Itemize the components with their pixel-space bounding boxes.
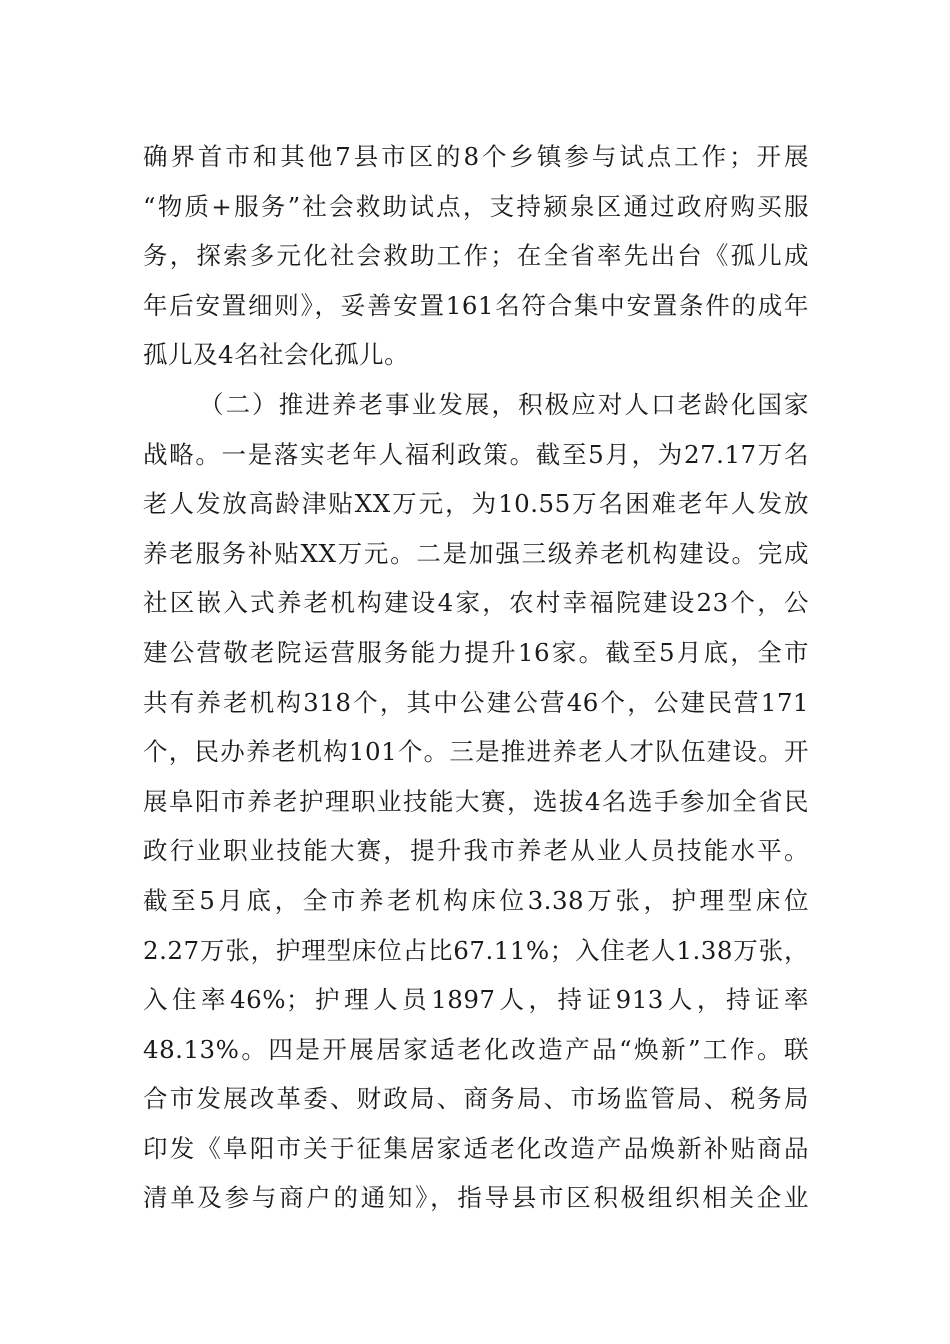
text-line: 截至5月底，全市养老机构床位3.38万张，护理型床位: [143, 885, 809, 915]
section-heading-line: （二）推进养老事业发展，积极应对人口老龄化国家: [199, 389, 809, 419]
text-line: “物质+服务”社会救助试点，支持颍泉区通过政府购买服: [143, 191, 809, 221]
text-line: 务，探索多元化社会救助工作；在全省率先出台《孤儿成: [143, 241, 809, 271]
text-line: 共有养老机构318个，其中公建公营46个，公建民营171: [143, 687, 809, 717]
text-line: 建公营敬老院运营服务能力提升16家。截至5月底，全市: [143, 637, 809, 667]
text-line: 政行业职业技能大赛，提升我市养老从业人员技能水平。: [143, 836, 809, 866]
text-line: 入住率46%；护理人员1897人，持证913人，持证率: [143, 985, 809, 1015]
text-line: 年后安置细则》，妥善安置161名符合集中安置条件的成年: [143, 290, 809, 320]
text-line: 个，民办养老机构101个。三是推进养老人才队伍建设。开: [143, 737, 809, 767]
text-line: 2.27万张，护理型床位占比67.11%；入住老人1.38万张，: [143, 935, 809, 965]
text-line: 清单及参与商户的通知》，指导县市区积极组织相关企业: [143, 1183, 809, 1213]
text-line: 战略。一是落实老年人福利政策。截至5月，为27.17万名: [143, 439, 809, 469]
text-line: 展阜阳市养老护理职业技能大赛，选拔4名选手参加全省民: [143, 786, 809, 816]
text-line: 养老服务补贴XX万元。二是加强三级养老机构建设。完成: [143, 538, 809, 568]
text-line: 社区嵌入式养老机构建设4家，农村幸福院建设23个，公: [143, 588, 809, 618]
text-line: 确界首市和其他7县市区的8个乡镇参与试点工作；开展: [143, 142, 809, 171]
text-line: 老人发放高龄津贴XX万元，为10.55万名困难老年人发放: [143, 489, 809, 519]
text-line: 印发《阜阳市关于征集居家适老化改造产品焕新补贴商品: [143, 1133, 809, 1163]
text-line: 合市发展改革委、财政局、商务局、市场监管局、税务局: [143, 1084, 809, 1114]
paragraph-end-line: 孤儿及4名社会化孤儿。: [143, 340, 410, 370]
body-text: [143, 132, 809, 1223]
text-line: 48.13%。四是开展居家适老化改造产品“焕新”工作。联: [143, 1034, 809, 1064]
